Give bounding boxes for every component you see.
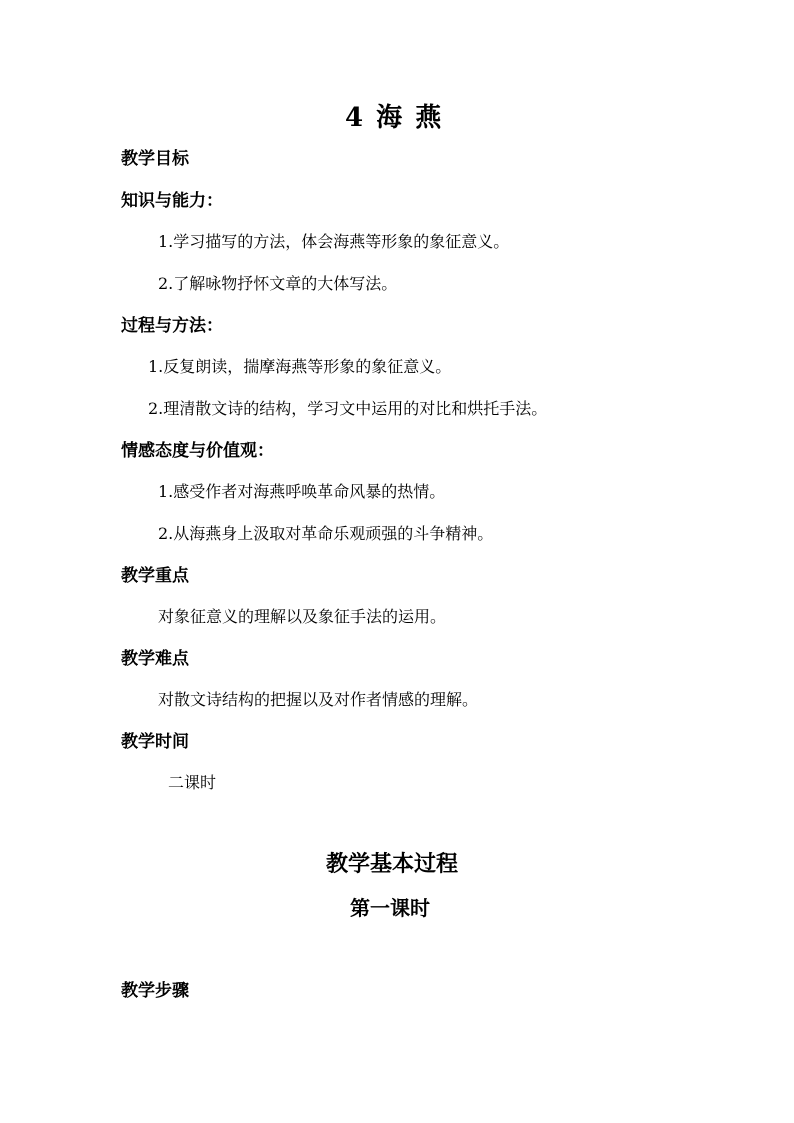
emotion-item: 1.感受作者对海燕呼唤革命风暴的热情。 [158, 482, 446, 501]
process-item: 2.理清散文诗的结构，学习文中运用的对比和烘托手法。 [148, 399, 548, 418]
difficulty-heading: 教学难点 [121, 649, 189, 669]
knowledge-item: 1.学习描写的方法，体会海燕等形象的象征意义。 [158, 232, 510, 251]
knowledge-heading: 知识与能力： [121, 191, 223, 211]
emotion-item: 2.从海燕身上汲取对革命乐观顽强的斗争精神。 [158, 524, 494, 543]
document-title: 4 海 燕 [345, 103, 444, 133]
process-item: 1.反复朗读，揣摩海燕等形象的象征意义。 [148, 357, 452, 376]
lesson-title: 第一课时 [350, 896, 430, 920]
key-text: 对象征意义的理解以及象征手法的运用。 [158, 607, 447, 626]
steps-heading: 教学步骤 [121, 981, 189, 1001]
time-heading: 教学时间 [121, 732, 189, 752]
key-heading: 教学重点 [121, 566, 189, 586]
goals-heading: 教学目标 [121, 149, 189, 169]
knowledge-item: 2.了解咏物抒怀文章的大体写法。 [158, 274, 398, 293]
difficulty-text: 对散文诗结构的把握以及对作者情感的理解。 [158, 690, 479, 709]
time-text: 二课时 [168, 773, 217, 792]
emotion-heading: 情感态度与价值观： [121, 441, 274, 461]
process-heading: 过程与方法： [121, 316, 223, 336]
process-title: 教学基本过程 [326, 851, 459, 877]
